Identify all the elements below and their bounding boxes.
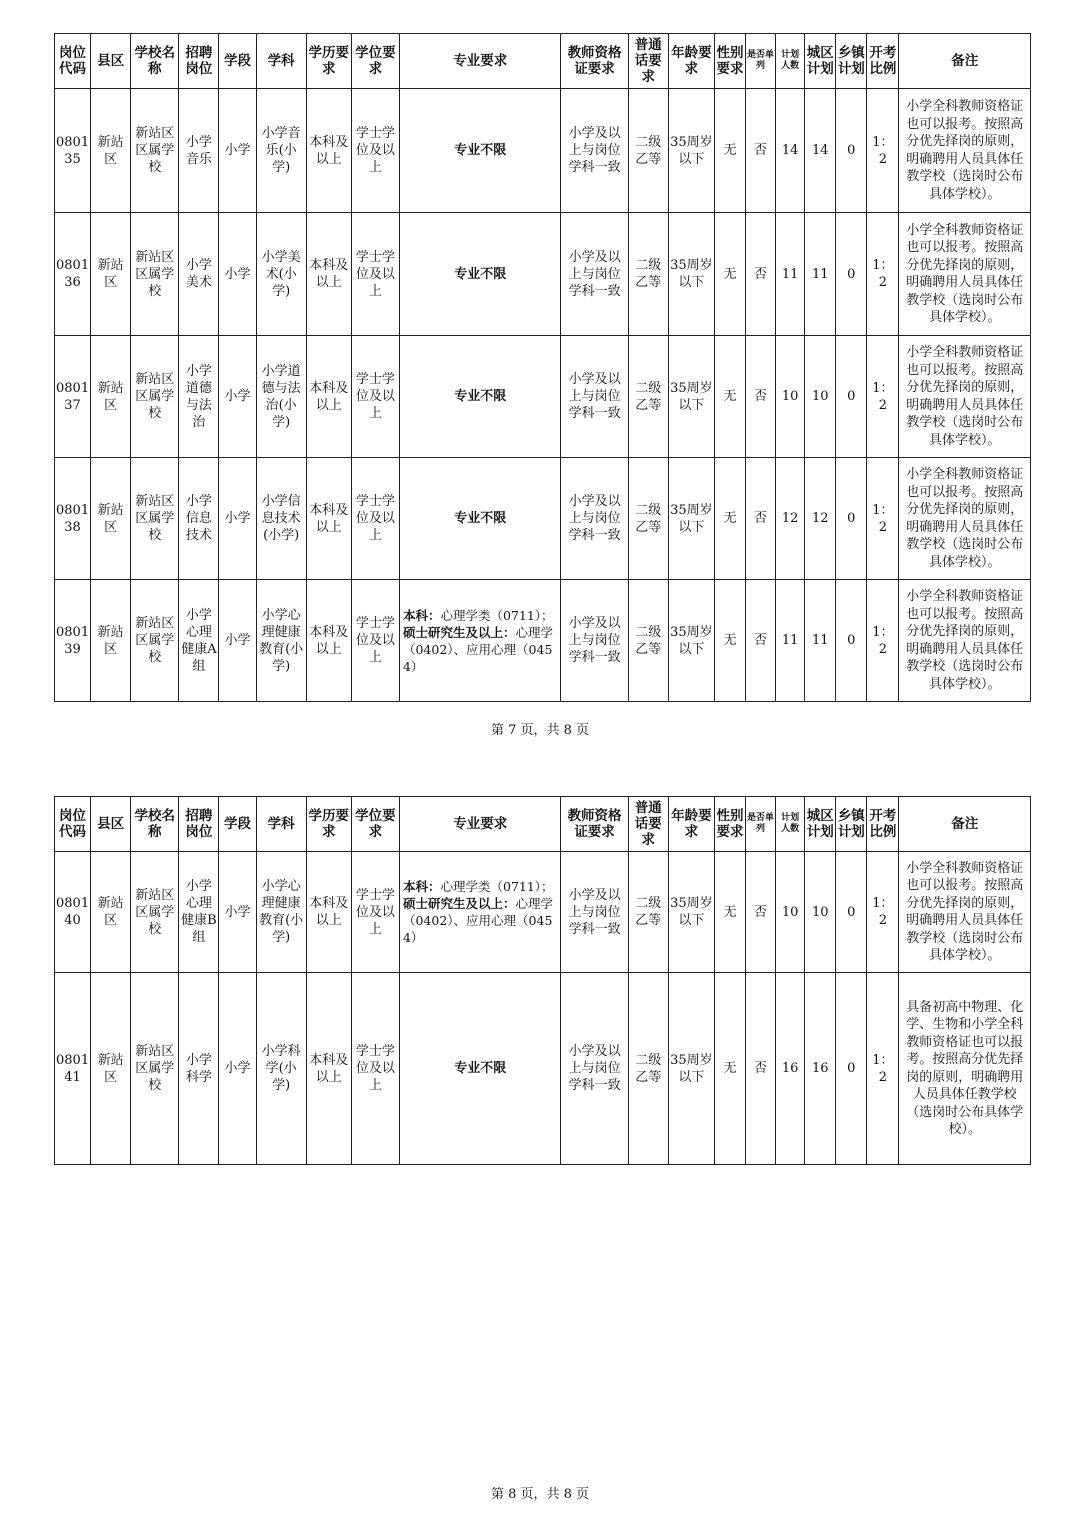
- column-header: 普通话要求: [628, 797, 668, 852]
- cell-cert: 小学及以上与岗位学科一致: [561, 852, 628, 973]
- cell-town: 0: [836, 458, 867, 580]
- column-header: 岗位代码: [55, 797, 91, 852]
- cell-post: 小学音乐: [179, 89, 219, 213]
- cell-age: 35周岁以下: [668, 458, 714, 580]
- cell-school: 新站区区属学校: [131, 973, 179, 1165]
- cell-code: 080136: [55, 213, 91, 336]
- cell-school: 新站区区属学校: [131, 213, 179, 336]
- column-header: 学校名称: [131, 34, 179, 89]
- table-row: [55, 89, 1031, 213]
- cell-subject: 小学美术(小学): [256, 213, 306, 336]
- cell-subject: 小学心理健康教育(小学): [256, 580, 306, 702]
- cell-post: 小学美术: [179, 213, 219, 336]
- recruitment-table-page-8: [54, 796, 1031, 1165]
- cell-post: 小学道德与法治: [179, 336, 219, 458]
- column-header: 年龄要求: [668, 797, 714, 852]
- column-header: 学位要求: [351, 797, 399, 852]
- column-header: 是否单列: [746, 34, 776, 89]
- cell-cert: 小学及以上与岗位学科一致: [561, 213, 628, 336]
- cell-gender: 无: [714, 852, 745, 973]
- cell-gender: 无: [714, 973, 745, 1165]
- cell-school: 新站区区属学校: [131, 580, 179, 702]
- cell-code: 080141: [55, 973, 91, 1165]
- page-footer: 第 7 页，共 8 页: [490, 723, 590, 738]
- cell-school: 新站区区属学校: [131, 89, 179, 213]
- cell-county: 新站区: [91, 973, 131, 1165]
- cell-cert: 小学及以上与岗位学科一致: [561, 580, 628, 702]
- column-header: 乡镇计划: [836, 34, 867, 89]
- cell-stage: 小学: [219, 973, 256, 1165]
- column-header: 计划人数: [776, 34, 805, 89]
- column-header: 性别要求: [714, 797, 745, 852]
- column-header: 备注: [899, 34, 1031, 89]
- cell-post: 小学心理健康A组: [179, 580, 219, 702]
- cell-age: 35周岁以下: [668, 213, 714, 336]
- cell-note: 小学全科教师资格证也可以报考。按照高分优先择岗的原则，明确聘用人员具体任教学校（选岗时公布具体学校）。: [899, 580, 1031, 702]
- cell-degree: 学士学位及以上: [351, 580, 399, 702]
- cell-code: 080135: [55, 89, 91, 213]
- cell-urban: 10: [805, 852, 836, 973]
- cell-mandarin: 二级乙等: [628, 458, 668, 580]
- cell-county: 新站区: [91, 852, 131, 973]
- cell-ratio: 1：2: [867, 458, 899, 580]
- cell-total: 14: [776, 89, 805, 213]
- cell-gender: 无: [714, 89, 745, 213]
- cell-urban: 14: [805, 89, 836, 213]
- cell-stage: 小学: [219, 852, 256, 973]
- table-header-row: [55, 34, 1031, 89]
- column-header: 年龄要求: [668, 34, 714, 89]
- cell-subject: 小学音乐(小学): [256, 89, 306, 213]
- cell-education: 本科及以上: [306, 973, 351, 1165]
- cell-county: 新站区: [91, 213, 131, 336]
- table-row: [55, 458, 1031, 580]
- cell-urban: 16: [805, 973, 836, 1165]
- column-header: 学历要求: [306, 34, 351, 89]
- cell-gender: 无: [714, 336, 745, 458]
- cell-cert: 小学及以上与岗位学科一致: [561, 336, 628, 458]
- column-header: 学段: [219, 34, 256, 89]
- cell-degree: 学士学位及以上: [351, 458, 399, 580]
- cell-separate: 否: [746, 89, 776, 213]
- cell-total: 11: [776, 213, 805, 336]
- major-detail-text: 硕士研究生及以上：: [402, 624, 516, 640]
- cell-total: 10: [776, 336, 805, 458]
- cell-town: 0: [836, 213, 867, 336]
- major-detail-text: 心理学（0402）、应用心理（0454）: [402, 624, 554, 674]
- column-header: 招聘岗位: [179, 34, 219, 89]
- cell-post: 小学心理健康B组: [179, 852, 219, 973]
- table-header-row: [55, 797, 1031, 852]
- cell-note: 小学全科教师资格证也可以报考。按照高分优先择岗的原则，明确聘用人员具体任教学校（选岗时公布具体学校）。: [899, 89, 1031, 213]
- cell-school: 新站区区属学校: [131, 852, 179, 973]
- page-footer: 第 8 页，共 8 页: [490, 1487, 590, 1502]
- column-header: 专业要求: [399, 797, 560, 852]
- cell-county: 新站区: [91, 458, 131, 580]
- cell-code: 080140: [55, 852, 91, 973]
- cell-code: 080137: [55, 336, 91, 458]
- column-header: 专业要求: [399, 34, 560, 89]
- cell-urban: 10: [805, 336, 836, 458]
- cell-code: 080139: [55, 580, 91, 702]
- cell-cert: 小学及以上与岗位学科一致: [561, 458, 628, 580]
- table-row: [55, 580, 1031, 702]
- cell-school: 新站区区属学校: [131, 336, 179, 458]
- column-header: 备注: [899, 797, 1031, 852]
- cell-ratio: 1：2: [867, 852, 899, 973]
- column-header: 学校名称: [131, 797, 179, 852]
- cell-major: 专业不限: [399, 213, 560, 336]
- cell-age: 35周岁以下: [668, 89, 714, 213]
- cell-note: 小学全科教师资格证也可以报考。按照高分优先择岗的原则，明确聘用人员具体任教学校（选岗时公布具体学校）。: [899, 213, 1031, 336]
- cell-ratio: 1：2: [867, 580, 899, 702]
- cell-note: 小学全科教师资格证也可以报考。按照高分优先择岗的原则，明确聘用人员具体任教学校（选岗时公布具体学校）。: [899, 852, 1031, 973]
- cell-cert: 小学及以上与岗位学科一致: [561, 973, 628, 1165]
- major-detail-text: 硕士研究生及以上：: [402, 896, 516, 911]
- column-header: 城区计划: [805, 797, 836, 852]
- column-header: 是否单列: [746, 797, 776, 852]
- column-header: 学段: [219, 797, 256, 852]
- cell-code: 080138: [55, 458, 91, 580]
- column-header: 学位要求: [351, 34, 399, 89]
- column-header: 县区: [91, 797, 131, 852]
- cell-education: 本科及以上: [306, 213, 351, 336]
- cell-education: 本科及以上: [306, 458, 351, 580]
- cell-stage: 小学: [219, 458, 256, 580]
- cell-degree: 学士学位及以上: [351, 852, 399, 973]
- column-header: 乡镇计划: [836, 797, 867, 852]
- cell-education: 本科及以上: [306, 336, 351, 458]
- column-header: 城区计划: [805, 34, 836, 89]
- cell-age: 35周岁以下: [668, 336, 714, 458]
- cell-separate: 否: [746, 213, 776, 336]
- cell-note: 小学全科教师资格证也可以报考。按照高分优先择岗的原则，明确聘用人员具体任教学校（选岗时公布具体学校）。: [899, 336, 1031, 458]
- cell-age: 35周岁以下: [668, 852, 714, 973]
- cell-gender: 无: [714, 580, 745, 702]
- cell-stage: 小学: [219, 336, 256, 458]
- column-header: 普通话要求: [628, 34, 668, 89]
- column-header: 招聘岗位: [179, 797, 219, 852]
- major-detail-text: 本科：: [402, 879, 441, 894]
- cell-education: 本科及以上: [306, 852, 351, 973]
- cell-ratio: 1：2: [867, 973, 899, 1165]
- major-detail-text: 本科：: [402, 607, 441, 623]
- column-header: 学历要求: [306, 797, 351, 852]
- cell-degree: 学士学位及以上: [351, 213, 399, 336]
- major-detail-text: 心理学类（0711）；: [440, 879, 554, 894]
- cell-ratio: 1：2: [867, 89, 899, 213]
- recruitment-table-page-7: [54, 33, 1031, 702]
- cell-gender: 无: [714, 213, 745, 336]
- column-header: 岗位代码: [55, 34, 91, 89]
- cell-major: 专业不限: [399, 89, 560, 213]
- cell-county: 新站区: [91, 336, 131, 458]
- column-header: 县区: [91, 34, 131, 89]
- cell-major: 专业不限: [399, 973, 560, 1165]
- cell-total: 16: [776, 973, 805, 1165]
- cell-mandarin: 二级乙等: [628, 89, 668, 213]
- column-header: 教师资格证要求: [561, 797, 628, 852]
- cell-stage: 小学: [219, 580, 256, 702]
- cell-town: 0: [836, 336, 867, 458]
- cell-separate: 否: [746, 336, 776, 458]
- cell-urban: 12: [805, 458, 836, 580]
- cell-total: 12: [776, 458, 805, 580]
- cell-age: 35周岁以下: [668, 580, 714, 702]
- column-header: 学科: [256, 34, 306, 89]
- major-detail-text: 心理学（0402）、应用心理（0454）: [402, 896, 554, 945]
- table-row: [55, 336, 1031, 458]
- cell-major: 专业不限: [399, 336, 560, 458]
- cell-ratio: 1：2: [867, 213, 899, 336]
- cell-note: 小学全科教师资格证也可以报考。按照高分优先择岗的原则，明确聘用人员具体任教学校（选岗时公布具体学校）。: [899, 458, 1031, 580]
- cell-major: 专业不限: [399, 458, 560, 580]
- column-header: 计划人数: [776, 797, 805, 852]
- cell-stage: 小学: [219, 89, 256, 213]
- cell-county: 新站区: [91, 89, 131, 213]
- cell-degree: 学士学位及以上: [351, 973, 399, 1165]
- cell-town: 0: [836, 973, 867, 1165]
- cell-subject: 小学道德与法治(小学): [256, 336, 306, 458]
- cell-separate: 否: [746, 580, 776, 702]
- cell-ratio: 1：2: [867, 336, 899, 458]
- cell-degree: 学士学位及以上: [351, 89, 399, 213]
- cell-urban: 11: [805, 580, 836, 702]
- column-header: 开考比例: [867, 34, 899, 89]
- column-header: 开考比例: [867, 797, 899, 852]
- cell-mandarin: 二级乙等: [628, 336, 668, 458]
- cell-mandarin: 二级乙等: [628, 580, 668, 702]
- cell-cert: 小学及以上与岗位学科一致: [561, 89, 628, 213]
- major-detail-text: 心理学类（0711）；: [440, 607, 554, 623]
- cell-post: 小学信息技术: [179, 458, 219, 580]
- cell-urban: 11: [805, 213, 836, 336]
- cell-education: 本科及以上: [306, 580, 351, 702]
- cell-major: [399, 852, 560, 973]
- cell-school: 新站区区属学校: [131, 458, 179, 580]
- cell-town: 0: [836, 580, 867, 702]
- cell-major: [399, 580, 560, 702]
- cell-town: 0: [836, 852, 867, 973]
- cell-county: 新站区: [91, 580, 131, 702]
- cell-subject: 小学科学(小学): [256, 973, 306, 1165]
- cell-subject: 小学心理健康教育(小学): [256, 852, 306, 973]
- cell-age: 35周岁以下: [668, 973, 714, 1165]
- cell-stage: 小学: [219, 213, 256, 336]
- cell-education: 本科及以上: [306, 89, 351, 213]
- cell-separate: 否: [746, 973, 776, 1165]
- table-row: [55, 213, 1031, 336]
- cell-mandarin: 二级乙等: [628, 973, 668, 1165]
- cell-total: 11: [776, 580, 805, 702]
- cell-town: 0: [836, 89, 867, 213]
- cell-mandarin: 二级乙等: [628, 852, 668, 973]
- cell-separate: 否: [746, 852, 776, 973]
- cell-post: 小学科学: [179, 973, 219, 1165]
- cell-note: 具备初高中物理、化学、生物和小学全科教师资格证也可以报考。按照高分优先择岗的原则，明确聘用人员具体任教学校（选岗时公布具体学校）。: [899, 973, 1031, 1165]
- cell-gender: 无: [714, 458, 745, 580]
- cell-separate: 否: [746, 458, 776, 580]
- cell-mandarin: 二级乙等: [628, 213, 668, 336]
- table-row: [55, 973, 1031, 1165]
- table-row: [55, 852, 1031, 973]
- column-header: 教师资格证要求: [561, 34, 628, 89]
- cell-subject: 小学信息技术(小学): [256, 458, 306, 580]
- cell-total: 10: [776, 852, 805, 973]
- cell-degree: 学士学位及以上: [351, 336, 399, 458]
- column-header: 学科: [256, 797, 306, 852]
- column-header: 性别要求: [714, 34, 745, 89]
